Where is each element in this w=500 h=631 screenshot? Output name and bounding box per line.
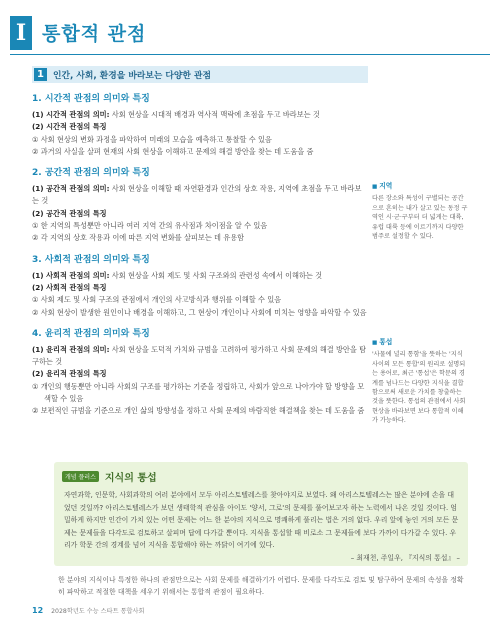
subsection-line: ① 개인의 행동뿐만 아니라 사회의 구조를 평가하는 기준을 정립하고, 사회가 앞으로 나아가야 할 방향을 모색할 수 있음 xyxy=(32,381,365,404)
sidenote-text: '사물에 널리 통함'을 뜻하는 '지식 사이의 모든 통합'의 원리로 설명되는 용어로, 최근 '통섭'은 학문의 경계를 넘나드는 다양한 지식을 결합함으로써 새로운 가치를 창출하는 것을 뜻한다. 통섭의 관점에서 사회 현상을 바라보면 보다 통합적 이해가 가능하다. xyxy=(372,351,466,425)
knowledge-header xyxy=(62,469,157,484)
subsection-list xyxy=(32,91,368,418)
sidenote-label: ■ 통섭 xyxy=(372,338,468,348)
subsection-line: (2) 사회적 관점의 특징 xyxy=(32,282,107,292)
sidenote-convergence xyxy=(372,338,468,426)
subsection-line: (1) 공간적 관점의 의미: 사회 현상을 이해할 때 자연환경과 인간의 상호 작용, 지역에 초점을 두고 바라보는 것 xyxy=(32,184,362,206)
subsection-line: ② 보편적인 규범을 기준으로 개인 삶의 방향성을 정하고 사회 문제의 바람직한 해결책을 찾는 데 도움을 줌 xyxy=(32,406,365,416)
sidenote-text: 다른 장소와 특성이 구별되는 공간으로 흔히는 내가 살고 있는 동정 구역인 시·군·구부터 더 넓게는 대륙, 유럽 대륙 등에 이르기까지 다양한 범주로 설정할 수 있다. xyxy=(372,195,468,241)
sidenote-label: ■ 지역 xyxy=(372,182,468,192)
section-title: 인간, 사회, 환경을 바라보는 다양한 관점 xyxy=(53,71,211,81)
knowledge-text: 자연과학, 인문학, 사회과학의 여러 분야에서 모두 아리스토텔레스를 찾아야지로 보였다. 왜 아리스토텔레스는 많은 분야에 손을 대었던 것일까? 아리스토텔레스가 보던 생태학적 관심을 아이도 '양서, 그로'의 문제를 풀어보고자 하는 노력에서 나온 것일 것이다. 엄밀하게 하지만 인간이 가치 있는 어떤 문제는 어느 한 분야의 지식으로 명쾌하게 풀리는 법은 거의 없다. 우리 앞에 놓인 거의 모든 문제는 문제들을 다각도로 검토하고 살피며 답에 다가갈 뿐이다. 지식을 통섭할 때 비로소 그 문제들에 보다 가까이 다가갈 수 있다. 우리가 학문 간의 경계를 넘어 지식을 통합해야 하는 까닭이 여기에 있다. xyxy=(64,491,459,550)
footer-title: 2028학년도 수능 스타트 통합사회 xyxy=(51,608,145,615)
concept-plus-badge: 개념 플러스 xyxy=(62,471,99,482)
subsection-line: ② 사회 현상이 발생한 원인이나 배경을 이해하고, 그 현상이 개인이나 사회에 미치는 영향을 파악할 수 있음 xyxy=(32,307,367,317)
subsection-line: ① 사회 현상의 변화 과정을 파악하여 미래의 모습을 예측하고 통찰할 수 있음 xyxy=(32,134,272,144)
subsection-line: (2) 윤리적 관점의 특징 xyxy=(32,369,107,379)
subsection-title: 4. 윤리적 관점의 의미와 특징 xyxy=(32,328,150,339)
subsection-line: (1) 사회적 관점의 의미: 사회 현상을 사회 제도 및 사회 구조와의 관련성 속에서 이해하는 것 xyxy=(32,270,323,280)
summary-text: 한 분야의 지식이나 특정한 하나의 관점만으로는 사회 문제를 해결하기가 어렵다. 문제를 다각도로 검토 및 탐구하여 문제의 속성을 정확히 파악하고 적절한 대책을 세우기 위해서는 통합적 관점이 필요하다. xyxy=(58,576,464,597)
subsection-title: 3. 사회적 관점의 의미와 특징 xyxy=(32,254,150,265)
subsection-line: (1) 윤리적 관점의 의미: 사회 현상을 도덕적 가치와 규범을 고려하여 평가하고 사회 문제의 해결 방안을 탐구하는 것 xyxy=(32,344,367,367)
chapter-title: 통합적 관점 xyxy=(42,23,147,45)
subsection-line: ② 과거의 사실을 살펴 현재의 사회 현상을 이해하고 문제의 해결 방안을 찾는 데 도움을 줌 xyxy=(32,146,314,156)
knowledge-title: 지식의 통섭 xyxy=(104,473,157,484)
knowledge-body xyxy=(64,489,460,565)
chapter-number: I xyxy=(10,16,32,50)
page-footer xyxy=(32,606,144,615)
knowledge-box xyxy=(54,462,468,566)
main-content xyxy=(32,66,368,418)
section-number: 1 xyxy=(34,68,47,81)
subsection-title: 2. 공간적 관점의 의미와 특징 xyxy=(32,168,150,179)
subsection-line: ① 한 지역의 특성뿐만 아니라 여러 지역 간의 유사점과 차이점을 알 수 있음 xyxy=(32,221,268,231)
subsection-line: ① 사회 제도 및 사회 구조의 관점에서 개인의 사고방식과 행위를 이해할 수 있음 xyxy=(32,295,282,305)
subsection-line: (2) 시간적 관점의 특징 xyxy=(32,122,107,132)
chapter-header xyxy=(0,16,500,50)
subsection-line: (2) 공간적 관점의 특징 xyxy=(32,208,107,218)
section-header xyxy=(32,66,368,83)
knowledge-source: – 최재천, 주일우, 『지식의 통섭』 – xyxy=(350,553,460,562)
page-number: 12 xyxy=(32,606,44,615)
subsection-line: ② 각 지역의 상호 작용과 이에 따른 지역 변화를 살피보는 데 유용함 xyxy=(32,233,245,243)
subsection-title: 1. 시간적 관점의 의미와 특징 xyxy=(32,94,150,104)
sidenote-region xyxy=(372,182,468,241)
chapter-divider xyxy=(10,54,490,55)
subsection-line: (1) 시간적 관점의 의미: 사회 현상을 시대적 배경과 역사적 맥락에 초점을 두고 바라보는 것 xyxy=(32,110,320,119)
